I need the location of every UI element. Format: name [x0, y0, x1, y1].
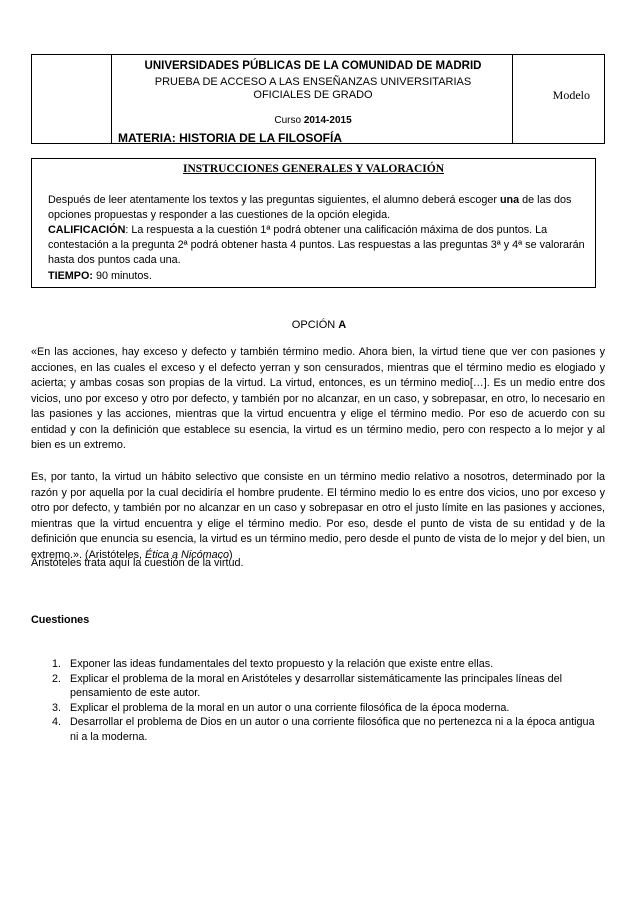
grading-text: CALIFICACIÓN: La respuesta a la cuestión 1ª podrá obtener una calificación máxima de dos puntos. La contestación a la pregunta 2ª podrá obtener hasta 4 puntos. Las respuestas a las preguntas 3ª y 4ª se valorarán hasta dos puntos cada una. — [48, 224, 585, 266]
questions-list — [52, 657, 605, 744]
model-label: Modelo — [552, 88, 590, 102]
question-item: 1. Exponer las ideas fundamentales del texto propuesto y la relación que existe entre ellas. — [52, 658, 494, 670]
subject-title: MATERIA: HISTORIA DE LA FILOSOFÍA — [118, 131, 342, 145]
instructions-title: INSTRUCCIONES GENERALES Y VALORACIÓN — [182, 163, 445, 175]
text-paragraph-2: Es, por tanto, la virtud un hábito selectivo que consiste en un término medio relativo a nosotros, determinado por la razón y por aquella por la cual decidiría el hombre prudente. El término medio lo es entre dos vicios, uno por exceso y otro por defecto, y también por no alcanzar en un caso y sobrepasar en otro el justo límite en las pasiones y acciones, mientras que la virtud encuentra y elige el término medio. Por eso, desde el punto de vista de su entidad y de la definición que enuncia su esencia, la virtud es un término medio, pero desde el punto de vista de lo mejor y del bien, un extremo.». (Aristóteles, Ética a Nicómaco) — [31, 471, 605, 561]
option-heading: OPCIÓN A — [291, 319, 347, 331]
header-table — [31, 54, 605, 144]
question-item: 2. Explicar el problema de la moral en Aristóteles y desarrollar sistemáticamente las principales líneas del pensamiento de este autor. — [52, 672, 563, 699]
instructions-box — [31, 158, 596, 288]
instructions-intro: Después de leer atentamente los textos y las preguntas siguientes, el alumno deberá escoger una de las dos opciones propuestas y responder a las cuestiones de la opción elegida. — [48, 194, 572, 221]
header-title-cell — [112, 55, 514, 143]
header-logo-cell — [32, 55, 112, 143]
question-item: 4. Desarrollar el problema de Dios en un autor o una corriente filosófica que no pertenezca ni a la época antigua ni a la moderna. — [52, 716, 595, 743]
questions-heading: Cuestiones — [31, 614, 90, 626]
citation-title: Ética a Nicómaco — [145, 548, 230, 561]
course-line: Curso 2014-2015 — [274, 115, 352, 126]
header-model-cell — [512, 55, 604, 143]
university-name: UNIVERSIDADES PÚBLICAS DE LA COMUNIDAD DE MADRID — [144, 60, 482, 72]
question-item: 3. Explicar el problema de la moral en un autor o una corriente filosófica de la época moderna. — [52, 701, 510, 714]
instructions-text — [48, 193, 587, 268]
exam-title: PRUEBA DE ACCESO A LAS ENSEÑANZAS UNIVERSITARIAS OFICIALES DE GRADO — [154, 76, 472, 101]
time-limit: TIEMPO: 90 minutos. — [48, 270, 152, 282]
text-summary: Aristóteles trata aquí la cuestión de la virtud. — [31, 557, 244, 569]
text-paragraph-1: «En las acciones, hay exceso y defecto y también término medio. Ahora bien, la virtud tiene que ver con pasiones y acciones, en las cuales el exceso y el defecto yerran y son censurados, mientras que el término medio es elogiado y acierta; y ambas cosas son propias de la virtud. La virtud, entonces, es un término medio[…]. Es un medio entre dos vicios, uno por exceso y otro por defecto, y también por no alcanzar, en un caso, y sobrepasar, en otro, lo necesario en las pasiones y las acciones, mientras que la virtud encuentra y elige el término medio. Por eso de acuerdo con su entidad y con la definición que establece su esencia, la virtud es un término medio, pero con respecto a lo mejor y al bien es un extremo. — [31, 346, 605, 451]
